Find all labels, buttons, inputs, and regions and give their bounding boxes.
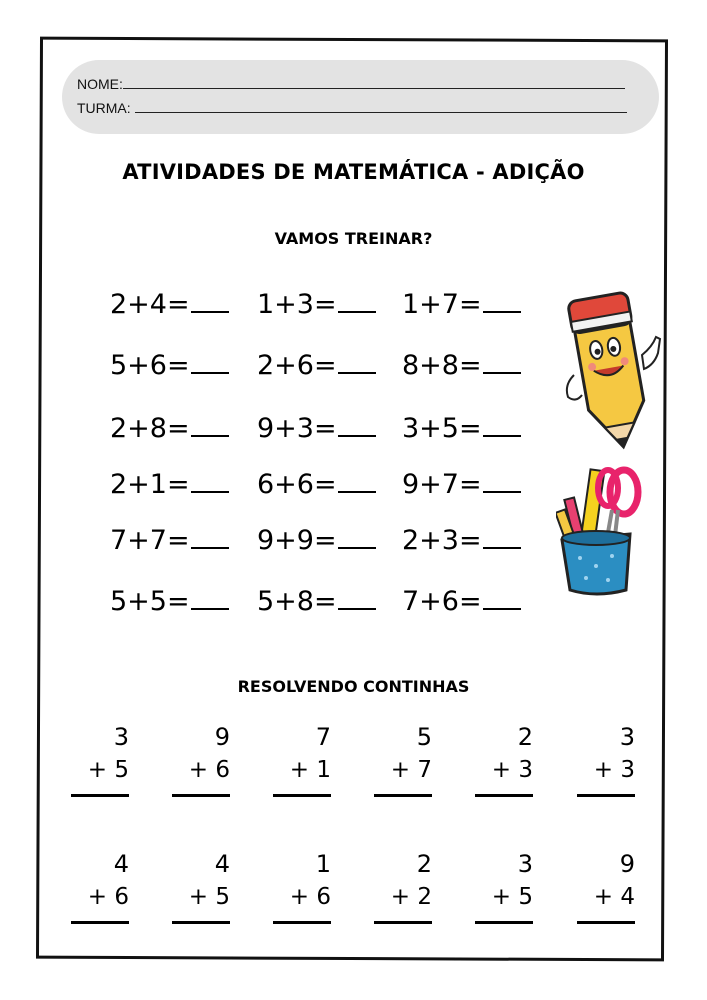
answer-blank[interactable] (191, 469, 229, 493)
addend-top: 5 (416, 723, 432, 751)
addend-bottom: + 1 (289, 757, 331, 783)
sum-line (475, 794, 533, 797)
equation: 5+5= (110, 586, 229, 617)
addend-bottom: + 3 (491, 757, 533, 783)
answer-blank[interactable] (483, 350, 521, 374)
addend-top: 3 (619, 723, 635, 751)
addend-top: 9 (619, 850, 635, 878)
addend-bottom: + 6 (289, 884, 331, 910)
sum-line (374, 794, 432, 797)
equation: 5+6= (110, 350, 229, 381)
addend-bottom: + 7 (390, 757, 432, 783)
addend-top: 2 (517, 723, 533, 751)
equation: 5+8= (257, 586, 376, 617)
answer-blank[interactable] (191, 413, 229, 437)
addend-top: 7 (315, 723, 331, 751)
answer-blank[interactable] (483, 289, 521, 313)
addend-bottom: + 5 (87, 757, 129, 783)
addend-bottom: + 2 (390, 884, 432, 910)
equation: 1+7= (402, 289, 521, 320)
class-field[interactable] (77, 99, 627, 116)
name-label: NOME: (77, 76, 123, 92)
name-field[interactable] (77, 75, 625, 92)
equation: 1+3= (257, 289, 376, 320)
sum-line (71, 794, 129, 797)
sum-line (71, 921, 129, 924)
equation: 9+7= (402, 469, 521, 500)
answer-blank[interactable] (338, 525, 376, 549)
answer-blank[interactable] (338, 350, 376, 374)
answer-blank[interactable] (191, 586, 229, 610)
sum-line (273, 921, 331, 924)
answer-blank[interactable] (191, 289, 229, 313)
answer-blank[interactable] (191, 350, 229, 374)
equation: 8+8= (402, 350, 521, 381)
answer-blank[interactable] (483, 413, 521, 437)
equation: 6+6= (257, 469, 376, 500)
addend-top: 3 (113, 723, 129, 751)
answer-blank[interactable] (338, 413, 376, 437)
answer-blank[interactable] (191, 525, 229, 549)
sum-line (577, 921, 635, 924)
addend-top: 4 (214, 850, 230, 878)
sum-line (374, 921, 432, 924)
section-heading-sums: RESOLVENDO CONTINHAS (237, 677, 470, 696)
sum-line (273, 794, 331, 797)
addend-bottom: + 4 (593, 884, 635, 910)
pencil-cup-icon (556, 462, 652, 600)
pencil-character-icon (560, 285, 670, 455)
equation: 2+8= (110, 413, 229, 444)
sum-line (172, 921, 230, 924)
student-info-box (62, 60, 659, 134)
equation: 3+5= (402, 413, 521, 444)
equation: 2+6= (257, 350, 376, 381)
addend-top: 3 (517, 850, 533, 878)
answer-blank[interactable] (338, 469, 376, 493)
equation: 7+6= (402, 586, 521, 617)
equation: 2+3= (402, 525, 521, 556)
answer-blank[interactable] (483, 469, 521, 493)
addend-top: 1 (315, 850, 331, 878)
sum-line (577, 794, 635, 797)
class-line (135, 99, 627, 113)
class-label: TURMA: (77, 100, 131, 116)
addend-top: 2 (416, 850, 432, 878)
addend-bottom: + 5 (491, 884, 533, 910)
addend-top: 9 (214, 723, 230, 751)
equation: 2+1= (110, 469, 229, 500)
addend-bottom: + 3 (593, 757, 635, 783)
equation: 2+4= (110, 289, 229, 320)
page-title: ATIVIDADES DE MATEMÁTICA - ADIÇÃO (122, 160, 585, 184)
answer-blank[interactable] (338, 586, 376, 610)
addend-bottom: + 6 (87, 884, 129, 910)
answer-blank[interactable] (338, 289, 376, 313)
equation: 9+3= (257, 413, 376, 444)
sum-line (172, 794, 230, 797)
equation: 9+9= (257, 525, 376, 556)
sum-line (475, 921, 533, 924)
section-heading-practice: VAMOS TREINAR? (274, 229, 433, 248)
equation: 7+7= (110, 525, 229, 556)
answer-blank[interactable] (483, 525, 521, 549)
name-line (123, 75, 625, 89)
addend-bottom: + 6 (188, 757, 230, 783)
addend-top: 4 (113, 850, 129, 878)
addend-bottom: + 5 (188, 884, 230, 910)
answer-blank[interactable] (483, 586, 521, 610)
